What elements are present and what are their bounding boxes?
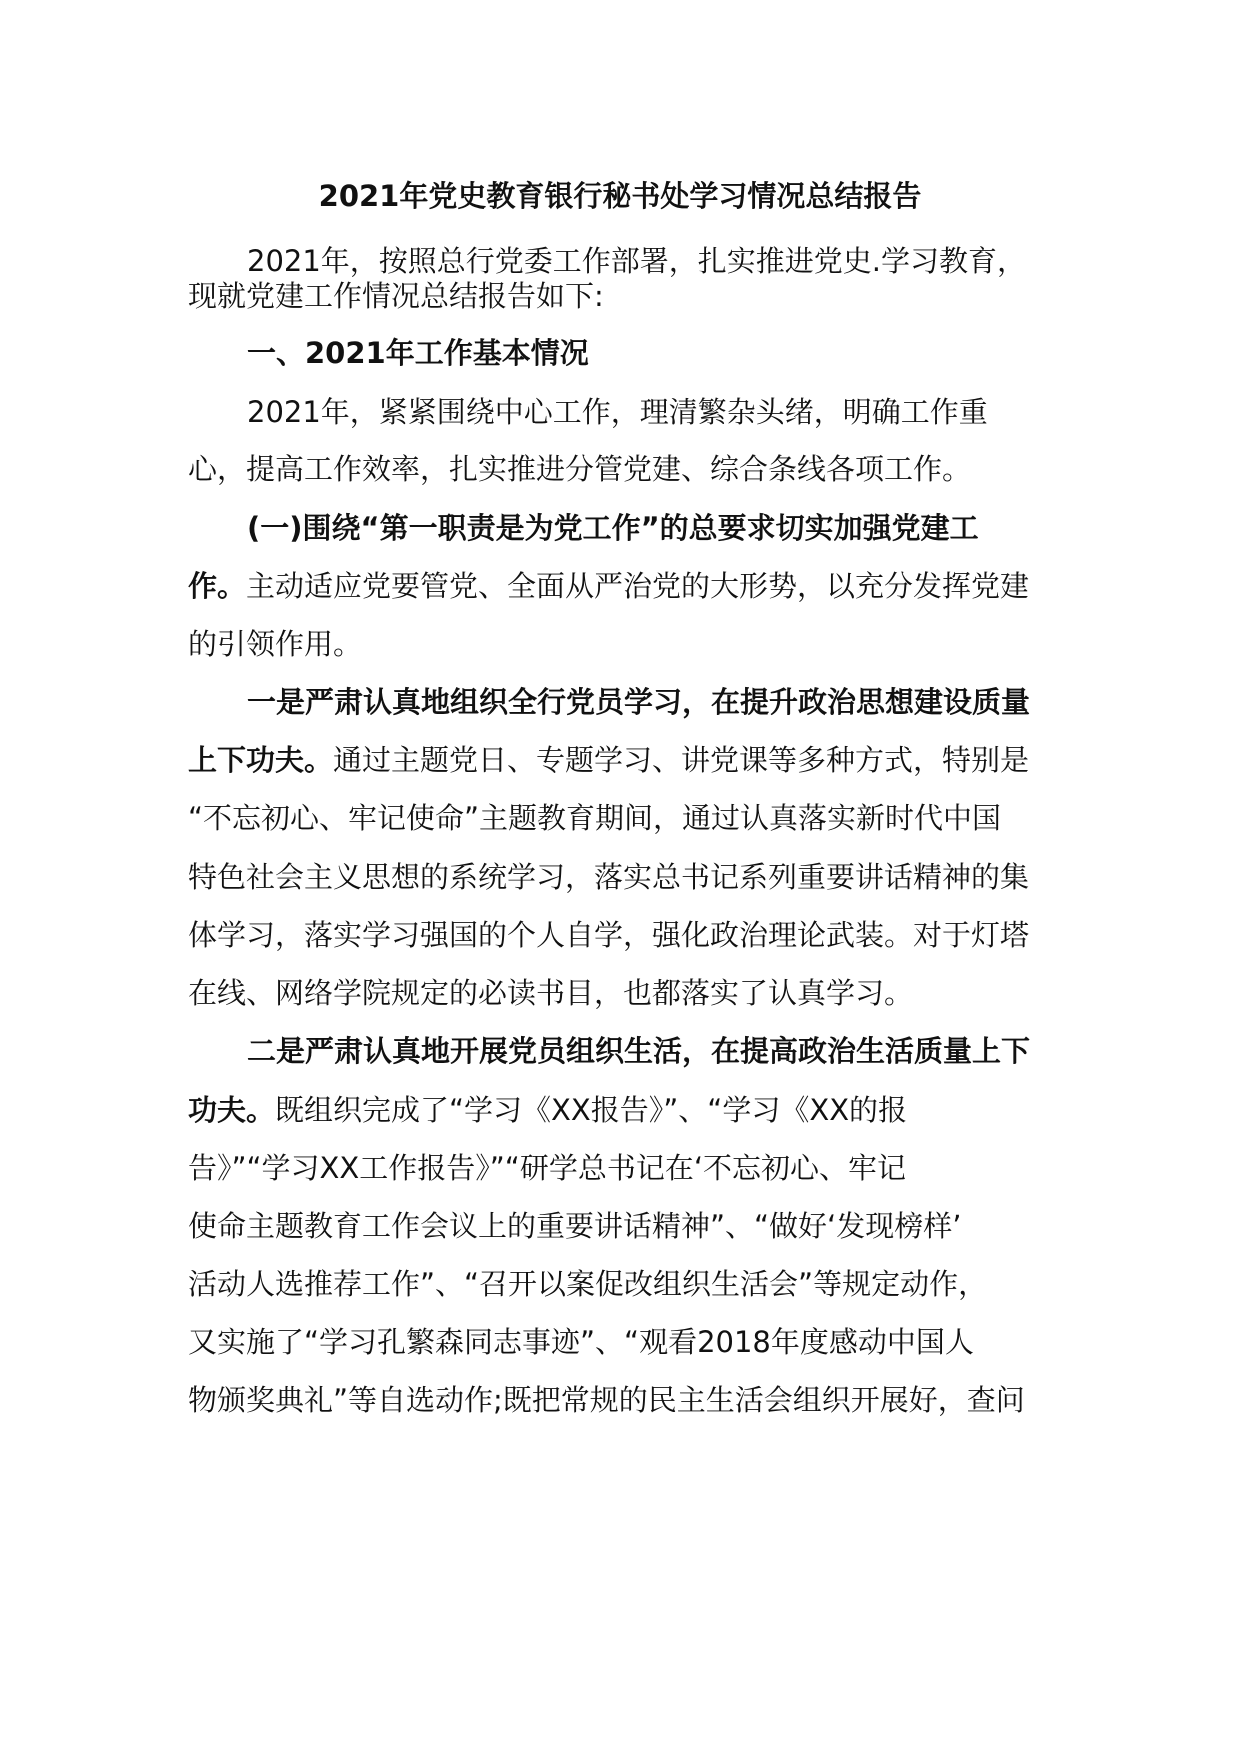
line-text: 主动适应党要管党、全面从严治党的大形势，以充分发挥党建 xyxy=(246,569,1030,603)
bold-lead: 上下功夫。 xyxy=(188,743,334,777)
paragraph-lead-bold: 二是严肃认真地开展党员组织生活，在提高政治生活质量上下 xyxy=(247,1034,1031,1068)
paragraph-line xyxy=(188,1090,907,1130)
paragraph-line: 的引领作用。 xyxy=(188,627,363,661)
paragraph-line: 又实施了“学习孔繁森同志事迹”、“观看2018年度感动中国人 xyxy=(188,1325,974,1359)
paragraph-line: 特色社会主义思想的系统学习，落实总书记系列重要讲话精神的集 xyxy=(188,860,1030,894)
paragraph-line: 物颁奖典礼”等自选动作;既把常规的民主生活会组织开展好，查问 xyxy=(188,1383,1025,1417)
paragraph-line: 心，提高工作效率，扎实推进分管党建、综合条线各项工作。 xyxy=(188,452,972,486)
subsection-heading: (一)围绕“第一职责是为党工作”的总要求切实加强党建工 xyxy=(247,511,979,545)
paragraph-line: 体学习，落实学习强国的个人自学，强化政治理论武装。对于灯塔 xyxy=(188,918,1030,952)
paragraph-line: 现就党建工作情况总结报告如下: xyxy=(188,279,604,313)
paragraph-line: “不忘初心、牢记使命”主题教育期间，通过认真落实新时代中国 xyxy=(188,801,1002,835)
bold-lead: 功夫。 xyxy=(188,1093,276,1127)
paragraph-line: 2021年，紧紧围绕中心工作，理清繁杂头绪，明确工作重 xyxy=(247,395,988,429)
paragraph-line: 在线、网络学院规定的必读书目，也都落实了认真学习。 xyxy=(188,976,914,1010)
paragraph-line: 使命主题教育工作会议上的重要讲话精神”、“做好‘发现榜样’ xyxy=(188,1209,962,1243)
bold-lead: 作。 xyxy=(188,569,247,603)
paragraph-line xyxy=(188,740,1029,780)
section-heading: 一、2021年工作基本情况 xyxy=(247,336,589,370)
line-text: 既组织完成了“学习《XX报告》”、“学习《XX的报 xyxy=(275,1093,908,1127)
paragraph-lead-bold: 一是严肃认真地组织全行党员学习，在提升政治思想建设质量 xyxy=(247,685,1031,719)
document-title: 2021年党史教育银行秘书处学习情况总结报告 xyxy=(318,179,922,213)
paragraph-line: 活动人选推荐工作”、“召开以案促改组织生活会”等规定动作， xyxy=(188,1267,988,1301)
paragraph-line xyxy=(188,566,1029,606)
paragraph-line: 告》”“学习XX工作报告》”“研学总书记在‘不忘初心、牢记 xyxy=(188,1151,907,1185)
line-text: 通过主题党日、专题学习、讲党课等多种方式，特别是 xyxy=(333,743,1030,777)
paragraph-line: 2021年，按照总行党委工作部署，扎实推进党史.学习教育， xyxy=(247,244,1027,278)
